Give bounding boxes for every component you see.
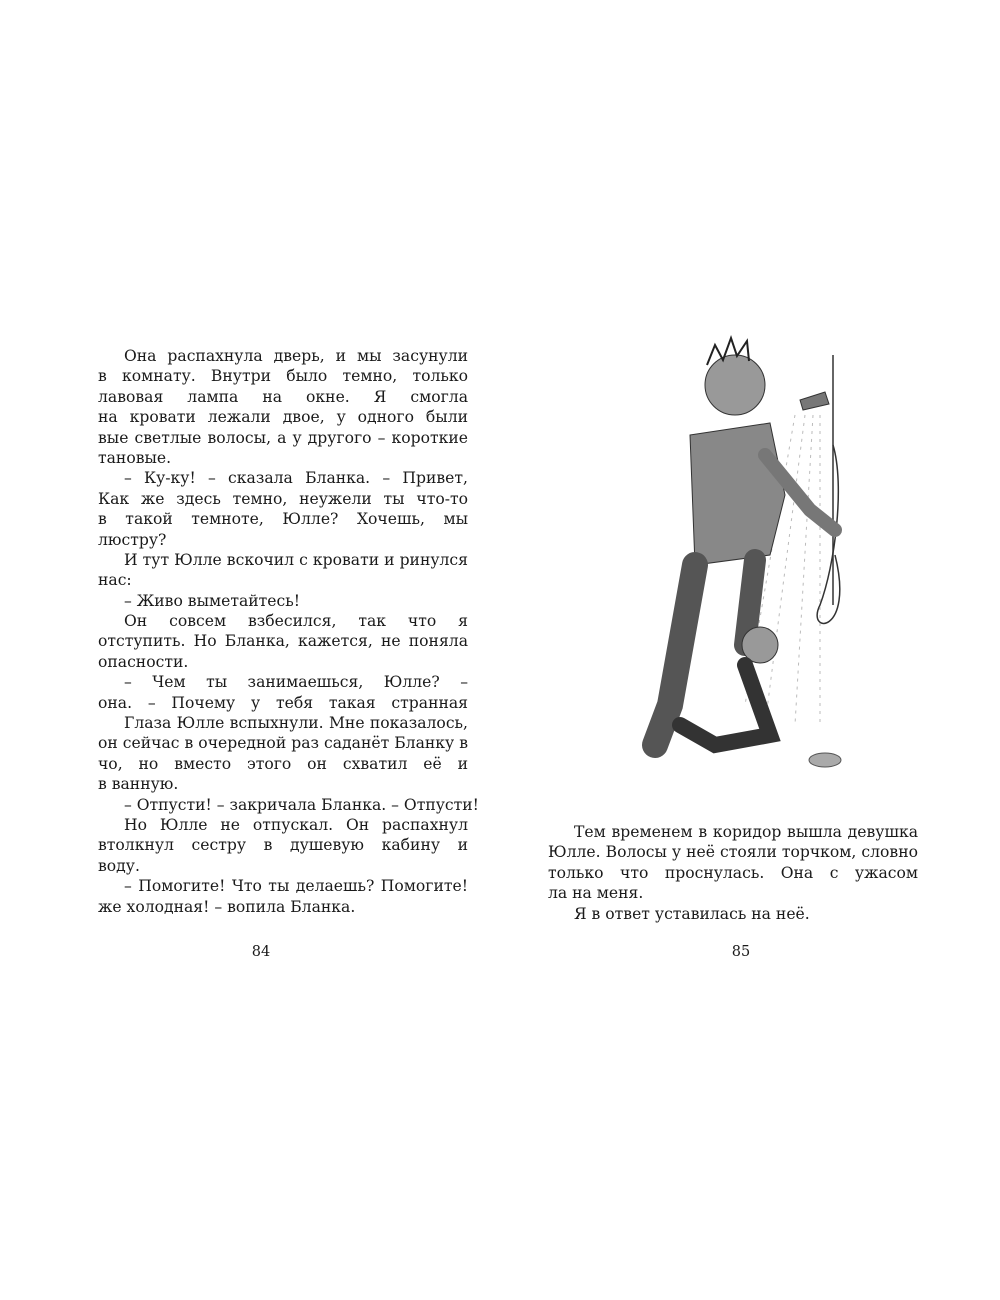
text-line: Я в ответ уставилась на неё. bbox=[574, 904, 810, 923]
text-line: лавовая лампа на окне. Я смогла bbox=[98, 387, 468, 406]
left-page-text bbox=[98, 346, 479, 917]
right-page-text bbox=[548, 822, 918, 924]
text-line: – Живо выметайтесь! bbox=[124, 591, 301, 610]
text-line: он сейчас в очередной раз саданёт Бланку в bbox=[98, 734, 468, 753]
text-line: чо, но вместо этого он схватил её и bbox=[98, 754, 468, 773]
text-line: ла на меня. bbox=[548, 884, 644, 903]
text-line: тановые. bbox=[98, 448, 172, 467]
text-line: она. – Почему у тебя такая странная bbox=[98, 693, 468, 712]
text-line: воду. bbox=[98, 856, 140, 875]
text-line: вые светлые волосы, а у другого – короткие bbox=[98, 428, 468, 447]
page-number-left: 84 bbox=[251, 944, 271, 960]
text-line: втолкнул сестру в душевую кабину и bbox=[98, 836, 468, 855]
text-line: – Чем ты занимаешься, Юлле? – bbox=[124, 673, 468, 692]
text-line: отступить. Но Бланка, кажется, не поняла bbox=[98, 632, 468, 651]
text-line: в такой темноте, Юлле? Хочешь, мы bbox=[98, 510, 468, 529]
text-line: – Отпусти! – закричала Бланка. – Отпусти! bbox=[124, 795, 479, 814]
text-line: И тут Юлле вскочил с кровати и ринулся bbox=[124, 550, 468, 569]
text-line: на кровати лежали двое, у одного были bbox=[98, 408, 468, 427]
text-line: Глаза Юлле вспыхнули. Мне показалось, bbox=[124, 714, 468, 733]
text-line: в ванную. bbox=[98, 775, 179, 794]
text-line: люстру? bbox=[98, 530, 167, 549]
text-line: только что проснулась. Она с ужасом bbox=[548, 863, 918, 882]
text-line: – Ку-ку! – сказала Бланка. – Привет, bbox=[124, 469, 468, 488]
text-line: нас: bbox=[98, 571, 132, 590]
shower-illustration bbox=[595, 305, 885, 795]
text-line: Она распахнула дверь, и мы засунули bbox=[124, 347, 468, 365]
text-line: Тем временем в коридор вышла девушка bbox=[574, 823, 918, 841]
text-line: опасности. bbox=[98, 652, 189, 671]
text-line: Он совсем взбесился, так что я bbox=[124, 612, 468, 631]
text-line: – Помогите! Что ты делаешь? Помогите! bbox=[124, 877, 468, 896]
text-line: Юлле. Волосы у неё стояли торчком, словно bbox=[548, 843, 918, 862]
text-line: же холодная! – вопила Бланка. bbox=[98, 897, 356, 916]
page-number-right: 85 bbox=[731, 944, 751, 960]
text-line: в комнату. Внутри было темно, только bbox=[98, 367, 468, 386]
text-line: Как же здесь темно, неужели ты что-то bbox=[98, 489, 468, 508]
text-line: Но Юлле не отпускал. Он распахнул bbox=[124, 815, 468, 834]
